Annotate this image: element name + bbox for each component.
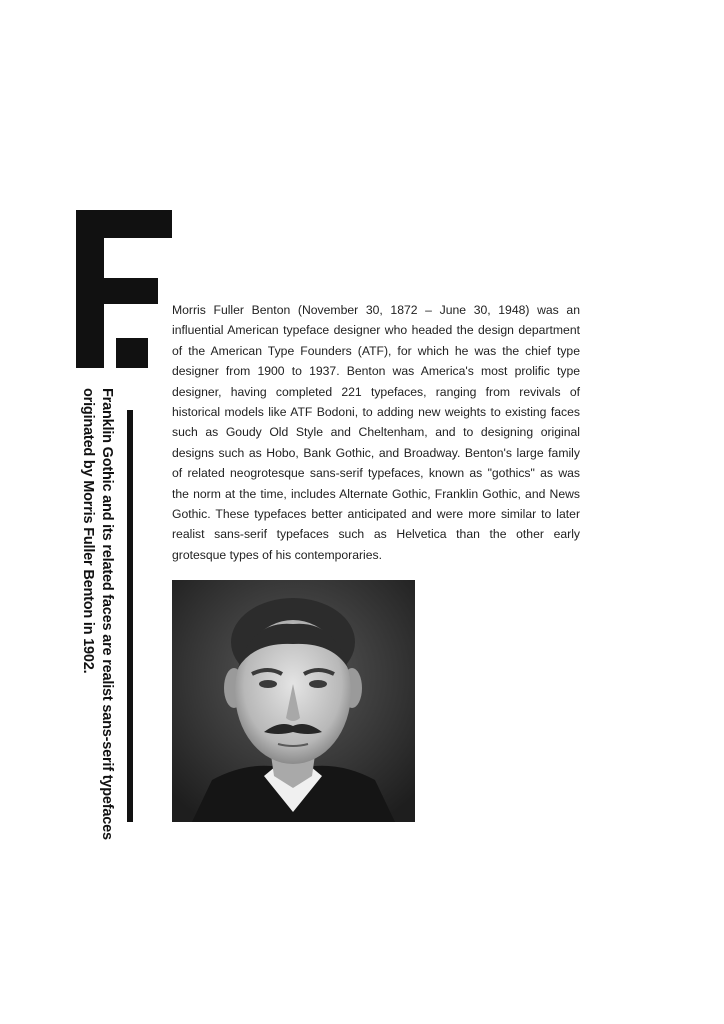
portrait-photo	[172, 580, 415, 822]
vertical-caption	[76, 388, 116, 840]
letter-f-top-bar	[76, 210, 172, 238]
letter-f-middle-bar	[76, 278, 158, 304]
caption-line-2: originated by Morris Fuller Benton in 1902.	[80, 388, 96, 674]
display-letter-f	[70, 198, 174, 370]
letter-f-glyph	[70, 198, 174, 370]
portrait-illustration	[172, 580, 415, 822]
caption-line-1: Franklin Gothic and its related faces are realist sans-serif typefaces	[99, 388, 115, 840]
letter-period-dot	[116, 338, 148, 368]
body-paragraph: Morris Fuller Benton (November 30, 1872 – June 30, 1948) was an influential American typeface designer who headed the design department of the American Type Founders (ATF), for which he was the chief type designer from 1900 to 1937. Benton was America's most prolific type designer, having completed 221 typefaces, ranging from revivals of historical models like ATF Bodoni, to adding new weights to existing faces such as Goudy Old Style and Cheltenham, and to designing original designs such as Hobo, Bank Gothic, and Broadway. Benton's large family of related neogrotesque sans-serif typefaces, known as "gothics" as was the norm at the time, includes Alternate Gothic, Franklin Gothic, and News Gothic. These typefaces better anticipated and were more similar to later realist sans-serif typefaces such as Helvetica than the other early grotesque types of his contemporaries.	[172, 303, 580, 562]
vertical-rule	[127, 410, 133, 822]
